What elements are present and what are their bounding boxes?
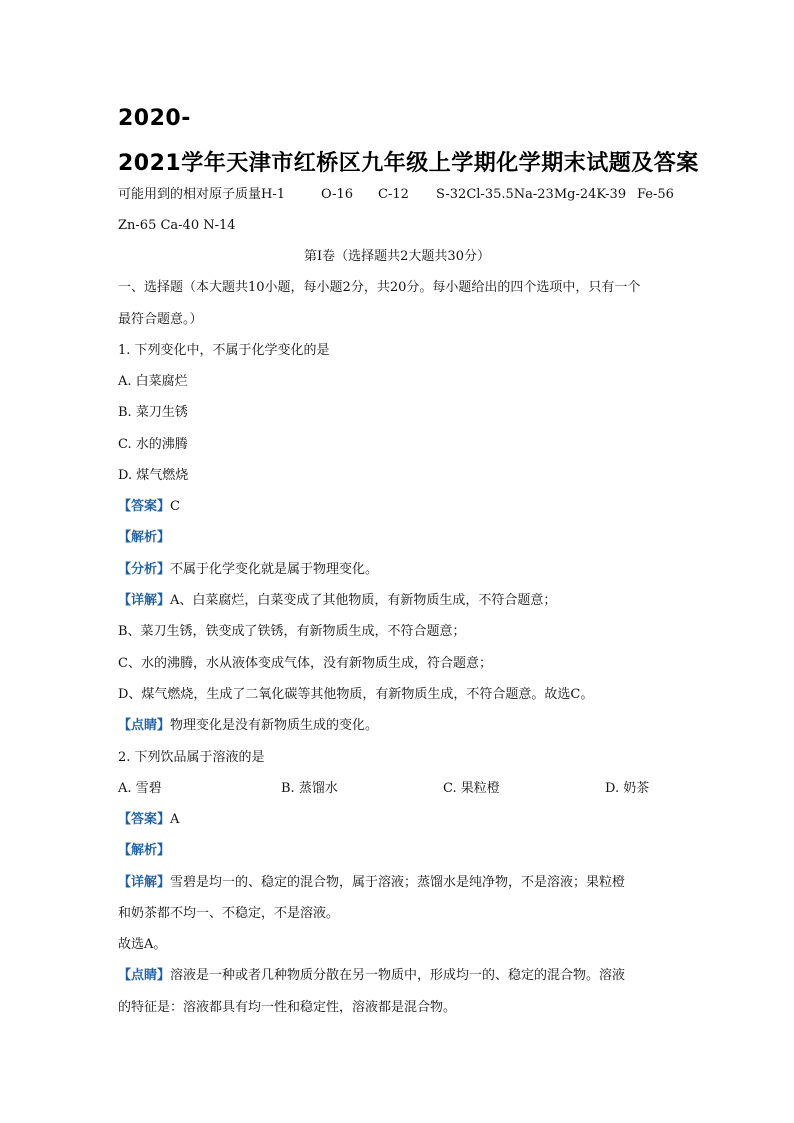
q1-xiangjie-a <box>118 593 556 609</box>
q2-stem: 2. 下列饮品属于溶液的是 <box>118 750 265 765</box>
section-title: 第Ⅰ卷（选择题共2大题共30分） <box>304 249 490 264</box>
answer-tag: 【答案】 <box>118 812 171 827</box>
q1-option-d: D. 煤气燃烧 <box>118 468 189 483</box>
instructions-line-2: 最符合题意。） <box>118 312 203 327</box>
q2-option-d: D. 奶茶 <box>605 781 650 796</box>
q2-xiangjie-1-text: 雪碧是均一的、稳定的混合物，属于溶液；蒸馏水是纯净物，不是溶液；果粒橙 <box>170 875 626 890</box>
q1-option-b: B. 菜刀生锈 <box>118 405 188 420</box>
q1-fenxi <box>118 562 378 578</box>
analysis-tag: 【解析】 <box>118 843 171 858</box>
q2-options <box>118 781 678 797</box>
q1-option-a: A. 白菜腐烂 <box>118 374 188 389</box>
q1-dianjing-text: 物理变化是没有新物质生成的变化。 <box>170 718 379 733</box>
q1-xiangjie-d: D、煤气燃烧，生成了二氧化碳等其他物质，有新物质生成，不符合题意。故选C。 <box>118 687 594 702</box>
mass-c: C-12 <box>378 187 409 202</box>
xiangjie-tag: 【详解】 <box>118 593 171 608</box>
q2-dianjing-1 <box>118 968 625 984</box>
title-line-1: 2020- <box>118 106 191 131</box>
mass-s-group: S-32Cl-35.5Na-23Mg-24K-39 <box>436 187 627 202</box>
q2-conclusion: 故选A。 <box>118 937 167 952</box>
q1-option-c: C. 水的沸腾 <box>118 437 188 452</box>
q2-option-b: B. 蒸馏水 <box>281 781 338 796</box>
q1-stem: 1. 下列变化中，不属于化学变化的是 <box>118 343 330 358</box>
atomic-masses-line-1 <box>118 187 678 203</box>
q2-dianjing-2: 的特征是：溶液都具有均一性和稳定性，溶液都是混合物。 <box>118 1000 457 1015</box>
answer-tag: 【答案】 <box>118 499 171 514</box>
q1-xiangjie-c: C、水的沸腾，水从液体变成气体，没有新物质生成，符合题意； <box>118 656 492 671</box>
q1-xiangjie-a-text: A、白菜腐烂，白菜变成了其他物质，有新物质生成，不符合题意； <box>170 593 557 608</box>
q1-xiangjie-b: B、菜刀生锈，铁变成了铁锈，有新物质生成，不符合题意； <box>118 624 466 639</box>
analysis-tag: 【解析】 <box>118 530 171 545</box>
atomic-masses-line-2: Zn-65 Ca-40 N-14 <box>118 218 236 233</box>
q1-answer-value: C <box>170 499 180 514</box>
mass-h: 可能用到的相对原子质量H-1 <box>118 187 286 202</box>
xiangjie-tag: 【详解】 <box>118 875 171 890</box>
q2-analysis <box>118 843 170 859</box>
instructions-line-1: 一、选择题（本大题共10小题，每小题2分，共20分。每小题给出的四个选项中，只有一个 <box>118 280 641 295</box>
q1-fenxi-text: 不属于化学变化就是属于物理变化。 <box>170 562 379 577</box>
fenxi-tag: 【分析】 <box>118 562 171 577</box>
q1-answer <box>118 499 180 515</box>
mass-fe: Fe-56 <box>637 187 674 202</box>
title-line-2: 2021学年天津市红桥区九年级上学期化学期末试题及答案 <box>118 151 699 176</box>
q2-answer-value: A <box>170 812 180 827</box>
q2-xiangjie-2: 和奶茶都不均一、不稳定，不是溶液。 <box>118 906 340 921</box>
q2-answer <box>118 812 179 828</box>
dianjing-tag: 【点睛】 <box>118 968 171 983</box>
dianjing-tag: 【点睛】 <box>118 718 171 733</box>
q2-option-c: C. 果粒橙 <box>443 781 500 796</box>
q1-analysis <box>118 530 170 546</box>
q2-xiangjie-1 <box>118 875 625 891</box>
q1-dianjing <box>118 718 378 734</box>
mass-o: O-16 <box>321 187 354 202</box>
q2-option-a: A. 雪碧 <box>118 781 162 796</box>
q2-dianjing-1-text: 溶液是一种或者几种物质分散在另一物质中，形成均一的、稳定的混合物。溶液 <box>170 968 626 983</box>
